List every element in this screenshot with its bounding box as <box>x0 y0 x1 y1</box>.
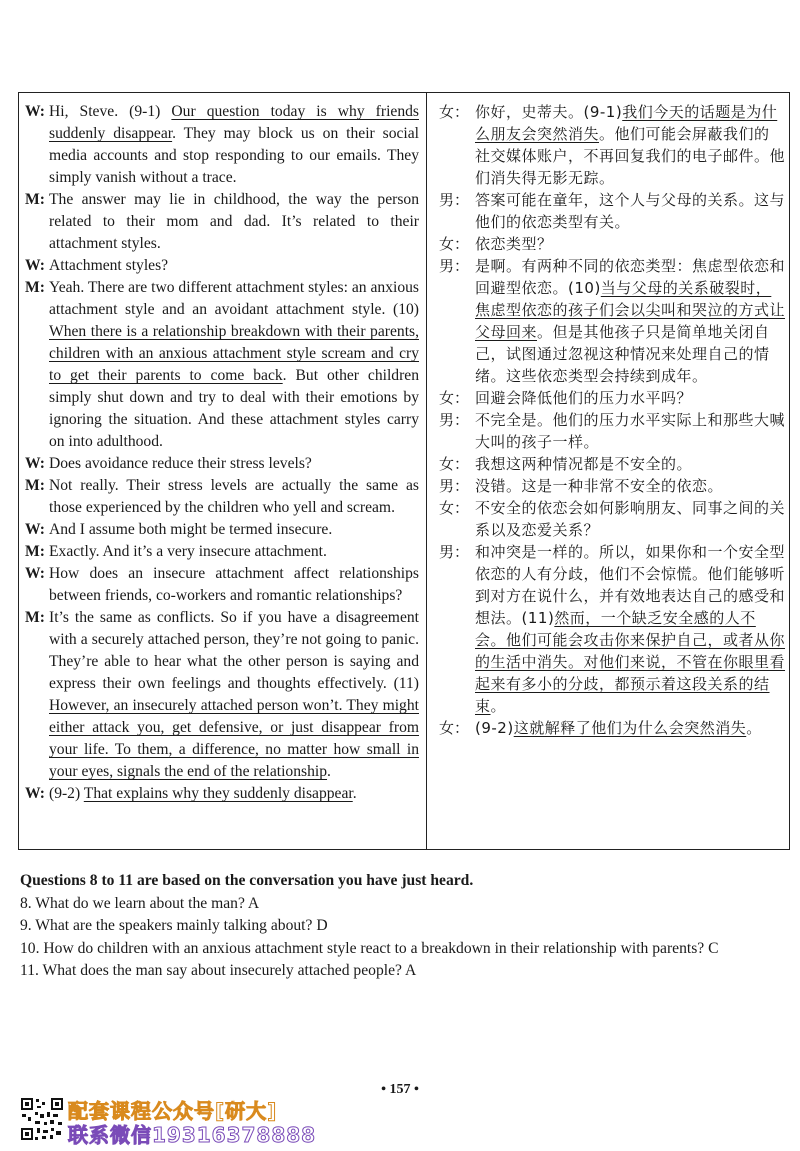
questions-section <box>20 870 790 983</box>
speaker-label: M: <box>25 191 45 208</box>
text-segment: 答案可能在童年，这个人与父母的关系。这与他们的依恋类型有关。 <box>475 191 786 231</box>
text-segment: 。他们可能会屏蔽我们的社交媒体账户，不再回复我们的电子邮件。他们消失得无影无踪。 <box>475 125 786 187</box>
text-segment: Exactly. And it’s a very insecure attachment. <box>49 543 327 560</box>
speaker-label: W: <box>25 565 45 582</box>
dialogue-turn <box>439 541 785 717</box>
question-item: 9. What are the speakers mainly talking about? D <box>20 917 328 934</box>
speaker-label: 女： <box>439 719 470 737</box>
speaker-label: W: <box>25 103 45 120</box>
text-segment: (9-2) <box>475 719 514 737</box>
text-segment: 不安全的依恋会如何影响朋友、同事之间的关系以及恋爱关系？ <box>475 499 786 539</box>
utterance-text <box>49 563 419 607</box>
dialogue-turn <box>25 607 419 783</box>
answer-highlight: When there is a relationship breakdown with their parents, children with an anxious attachment style scream and cry to get their parents to come back <box>49 323 419 384</box>
speaker-label: M: <box>25 279 45 296</box>
watermark-line-1: 配套课程公众号[研大] <box>68 1099 278 1123</box>
question-item: 10. How do children with an anxious attachment style react to a breakdown in their relationship with parents? C <box>20 939 719 957</box>
speaker-label: 男： <box>439 411 470 429</box>
text-segment: 不完全是。他们的压力水平实际上和那些大喊大叫的孩子一样。 <box>475 411 786 451</box>
text-segment: 是啊。有两种不同的依恋类型：焦虑型依恋和回避型依恋。(10) <box>475 257 786 297</box>
utterance-text <box>475 497 785 541</box>
dialogue-turn <box>439 255 785 387</box>
dialogue-turn <box>439 717 785 739</box>
dialogue-turn <box>25 475 419 519</box>
dialogue-turn <box>25 541 419 563</box>
text-segment: . They may block us on their social media accounts and stop responding to our emails. They simply vanish without a trace. <box>49 125 419 186</box>
text-segment: How does an insecure attachment affect relationships between friends, co-workers and romantic relationships? <box>49 565 419 604</box>
dialogue-turn <box>439 101 785 189</box>
utterance-text <box>49 255 419 277</box>
utterance-text <box>475 409 785 453</box>
text-segment: (9-2) <box>49 785 84 802</box>
answer-highlight: 当与父母的关系破裂时，焦虑型依恋的孩子们会以尖叫和哭泣的方式让父母回来 <box>475 279 786 341</box>
watermark-line-2: 联系微信19316378888 <box>68 1123 317 1147</box>
speaker-label: 女： <box>439 499 470 517</box>
speaker-label: 女： <box>439 455 470 473</box>
text-segment: . But other children simply shut down and try to deal with their emotions by ignoring the situation. And these attachment styles carry on into adulthood. <box>49 367 419 450</box>
utterance-text <box>475 189 785 233</box>
dialogue-turn <box>439 189 785 233</box>
text-segment: 我想这两种情况都是不安全的。 <box>475 455 693 473</box>
dialogue-turn <box>439 233 785 255</box>
utterance-text <box>475 475 785 497</box>
utterance-text <box>49 519 419 541</box>
speaker-label: M: <box>25 477 45 494</box>
answer-highlight: Our question today is why friends suddenly disappear <box>49 103 419 142</box>
utterance-text <box>49 541 419 563</box>
dialogue-table <box>18 92 790 850</box>
speaker-label: W: <box>25 257 45 274</box>
text-segment: 你好，史蒂夫。(9-1) <box>475 103 623 121</box>
text-segment: 。 <box>490 697 507 715</box>
text-segment: . <box>327 763 331 780</box>
utterance-text <box>49 783 419 805</box>
utterance-text <box>49 101 419 189</box>
dialogue-turn <box>25 783 419 805</box>
page-number: • 157 • <box>381 1082 419 1097</box>
text-segment: Not really. Their stress levels are actually the same as those experienced by the children who yell and scream. <box>49 477 419 516</box>
dialogue-turn <box>25 189 419 255</box>
dialogue-turn <box>25 563 419 607</box>
text-segment: 回避会降低他们的压力水平吗？ <box>475 389 693 407</box>
speaker-label: 男： <box>439 477 470 495</box>
speaker-label: 男： <box>439 543 470 561</box>
speaker-label: W: <box>25 455 45 472</box>
utterance-text <box>475 101 785 189</box>
utterance-text <box>475 541 785 717</box>
column-divider <box>426 93 427 849</box>
text-segment: Attachment styles? <box>49 257 169 274</box>
dialogue-turn <box>439 409 785 453</box>
speaker-label: W: <box>25 521 45 538</box>
answer-highlight: However, an insecurely attached person won’t. They might either attack you, get defensive, or just disappear from your life. To them, a difference, no matter how small in your eyes, signals the end of the relationship <box>49 697 419 780</box>
question-item: 8. What do we learn about the man? A <box>20 894 260 912</box>
text-segment: Does avoidance reduce their stress levels? <box>49 455 312 472</box>
utterance-text <box>49 475 419 519</box>
dialogue-turn <box>25 519 419 541</box>
utterance-text <box>49 453 419 475</box>
dialogue-turn <box>25 453 419 475</box>
answer-highlight: 这就解释了他们为什么会突然消失 <box>513 719 747 737</box>
text-segment: And I assume both might be termed insecure. <box>49 521 333 538</box>
utterance-text <box>475 387 785 409</box>
text-segment: The answer may lie in childhood, the way the person related to their mom and dad. It’s related to their attachment styles. <box>49 191 419 252</box>
utterance-text <box>475 717 785 739</box>
speaker-label: M: <box>25 609 45 626</box>
dialogue-turn <box>439 453 785 475</box>
utterance-text <box>475 255 785 387</box>
utterance-text <box>49 189 419 255</box>
text-segment: 没错。这是一种非常不安全的依恋。 <box>475 477 724 495</box>
text-segment: Hi, Steve. (9-1) <box>49 103 172 120</box>
english-transcript <box>25 101 419 805</box>
speaker-label: M: <box>25 543 45 560</box>
speaker-label: W: <box>25 785 45 802</box>
speaker-label: 男： <box>439 257 470 275</box>
utterance-text <box>475 233 785 255</box>
answer-highlight: 然而，一个缺乏安全感的人不会。他们可能会攻击你来保护自己，或者从你的生活中消失。对他们来说，不管在你眼里看起来有多小的分歧，都预示着这段关系的结束 <box>475 609 786 715</box>
answer-highlight: That explains why they suddenly disappear <box>83 785 353 802</box>
text-segment: It’s the same as conflicts. So if you have a disagreement with a securely attached person, they’re not going to panic. They’re able to hear what the other person is saying and express their own feelings and thoughts effectively. (11) <box>49 609 419 692</box>
speaker-label: 女： <box>439 235 470 253</box>
dialogue-turn <box>439 497 785 541</box>
qr-code-icon <box>20 1097 64 1141</box>
dialogue-turn <box>439 475 785 497</box>
text-segment: Yeah. There are two different attachment styles: an anxious attachment style and an avoidant attachment style. (10) <box>49 279 419 318</box>
speaker-label: 女： <box>439 103 470 121</box>
dialogue-turn <box>25 277 419 453</box>
question-item: 11. What does the man say about insecurely attached people? A <box>20 962 417 979</box>
dialogue-turn <box>439 387 785 409</box>
speaker-label: 女： <box>439 389 470 407</box>
answer-highlight: 我们今天的话题是为什么朋友会突然消失 <box>475 103 778 143</box>
utterance-text <box>49 277 419 453</box>
utterance-text <box>49 607 419 783</box>
utterance-text <box>475 453 785 475</box>
questions-heading: Questions 8 to 11 are based on the conversation you have just heard. <box>20 872 474 889</box>
chinese-translation <box>439 101 785 739</box>
dialogue-turn <box>25 255 419 277</box>
text-segment: . <box>352 785 357 802</box>
speaker-label: 男： <box>439 191 470 209</box>
dialogue-turn <box>25 101 419 189</box>
text-segment: 依恋类型？ <box>475 235 553 253</box>
text-segment: 。 <box>746 719 762 737</box>
text-segment: 和冲突是一样的。所以，如果你和一个安全型依恋的人有分歧，他们不会惊慌。他们能够听到对方在说什么，并有效地表达自己的感受和想法。(11) <box>475 543 786 627</box>
text-segment: 。但是其他孩子只是简单地关闭自己，试图通过忽视这种情况来处理自己的情绪。这些依恋类型会持续到成年。 <box>475 323 770 385</box>
